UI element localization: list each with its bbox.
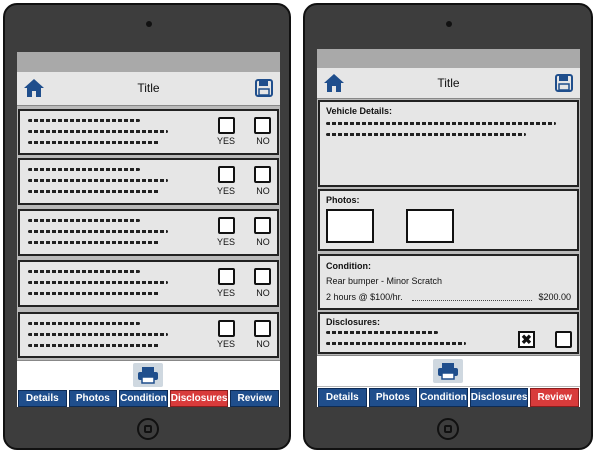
disclosure-text-scribble (326, 342, 466, 345)
no-checkbox[interactable] (254, 217, 271, 234)
right-tablet (303, 3, 593, 450)
yes-label: YES (216, 237, 235, 247)
printer-icon (437, 362, 459, 380)
tab-disclosures[interactable]: Disclosures (170, 390, 229, 407)
tab-disclosures[interactable]: Disclosures (470, 388, 529, 407)
yes-checkbox[interactable] (218, 117, 235, 134)
page-title: Title (137, 81, 160, 95)
tab-review[interactable]: Review (230, 390, 279, 407)
question-text-scribble (28, 333, 168, 336)
camera-dot (446, 21, 452, 27)
no-checkbox[interactable] (254, 268, 271, 285)
header-bar (317, 68, 580, 99)
save-icon[interactable] (255, 79, 273, 97)
tab-bar (317, 387, 580, 407)
tab-condition[interactable]: Condition (119, 390, 168, 407)
question-text-scribble (28, 241, 160, 244)
yes-checkbox[interactable] (218, 166, 235, 183)
no-checkbox[interactable] (254, 320, 271, 337)
tab-details[interactable]: Details (318, 388, 367, 407)
print-button[interactable] (433, 359, 463, 383)
question-text-scribble (28, 179, 168, 182)
yes-label: YES (216, 136, 235, 146)
tab-details[interactable]: Details (18, 390, 67, 407)
no-label: NO (256, 339, 270, 349)
printer-icon (137, 366, 159, 384)
tab-photos[interactable]: Photos (369, 388, 418, 407)
question-text-scribble (28, 119, 140, 122)
save-icon[interactable] (555, 74, 573, 92)
camera-dot (146, 21, 152, 27)
tab-bar (17, 389, 280, 407)
tab-condition[interactable]: Condition (419, 388, 468, 407)
question-text-scribble (28, 322, 140, 325)
photo-thumbnail[interactable] (326, 209, 374, 243)
yes-label: YES (216, 288, 235, 298)
yes-label: YES (216, 186, 235, 196)
checked-checkbox[interactable]: ✖ (518, 331, 535, 348)
condition-labor: 2 hours @ $100/hr. (326, 292, 403, 302)
photos-section (318, 189, 579, 251)
disclosure-text-scribble (326, 331, 438, 334)
home-button-icon[interactable] (137, 418, 159, 440)
print-bar (17, 360, 280, 389)
question-text-scribble (28, 190, 160, 193)
no-label: NO (256, 288, 270, 298)
yes-checkbox[interactable] (218, 217, 235, 234)
question-text-scribble (28, 270, 140, 273)
question-text-scribble (28, 230, 168, 233)
section-title: Photos: (326, 195, 360, 205)
status-bar (317, 49, 580, 68)
question-text-scribble (28, 130, 168, 133)
question-card (18, 312, 279, 358)
left-screen (17, 52, 280, 407)
condition-item: Rear bumper - Minor Scratch (326, 276, 443, 286)
unchecked-checkbox[interactable] (555, 331, 572, 348)
print-button[interactable] (133, 363, 163, 387)
yes-checkbox[interactable] (218, 320, 235, 337)
home-button-icon[interactable] (437, 418, 459, 440)
question-text-scribble (28, 219, 140, 222)
tab-review[interactable]: Review (530, 388, 579, 407)
no-label: NO (256, 136, 270, 146)
question-card (18, 158, 279, 205)
section-title: Disclosures: (326, 317, 381, 327)
section-title: Condition: (326, 261, 371, 271)
section-title: Vehicle Details: (326, 106, 393, 116)
page-title: Title (437, 76, 460, 90)
no-label: NO (256, 186, 270, 196)
question-text-scribble (28, 292, 160, 295)
print-bar (317, 355, 580, 386)
question-text-scribble (28, 344, 160, 347)
header-bar (17, 72, 280, 106)
details-text-scribble (326, 133, 526, 136)
yes-label: YES (216, 339, 235, 349)
photo-thumbnail[interactable] (406, 209, 454, 243)
yes-checkbox[interactable] (218, 268, 235, 285)
vehicle-details-section (318, 100, 579, 187)
no-checkbox[interactable] (254, 166, 271, 183)
question-card (18, 209, 279, 256)
status-bar (17, 52, 280, 72)
condition-section (318, 254, 579, 310)
no-label: NO (256, 237, 270, 247)
left-tablet (3, 3, 291, 450)
question-card (18, 109, 279, 155)
dotted-leader (412, 300, 532, 301)
question-text-scribble (28, 141, 160, 144)
right-screen (317, 49, 580, 407)
question-text-scribble (28, 281, 168, 284)
tab-photos[interactable]: Photos (69, 390, 118, 407)
disclosures-section (318, 312, 579, 354)
condition-amount: $200.00 (538, 292, 571, 302)
question-card (18, 260, 279, 307)
question-text-scribble (28, 168, 140, 171)
no-checkbox[interactable] (254, 117, 271, 134)
details-text-scribble (326, 122, 556, 125)
